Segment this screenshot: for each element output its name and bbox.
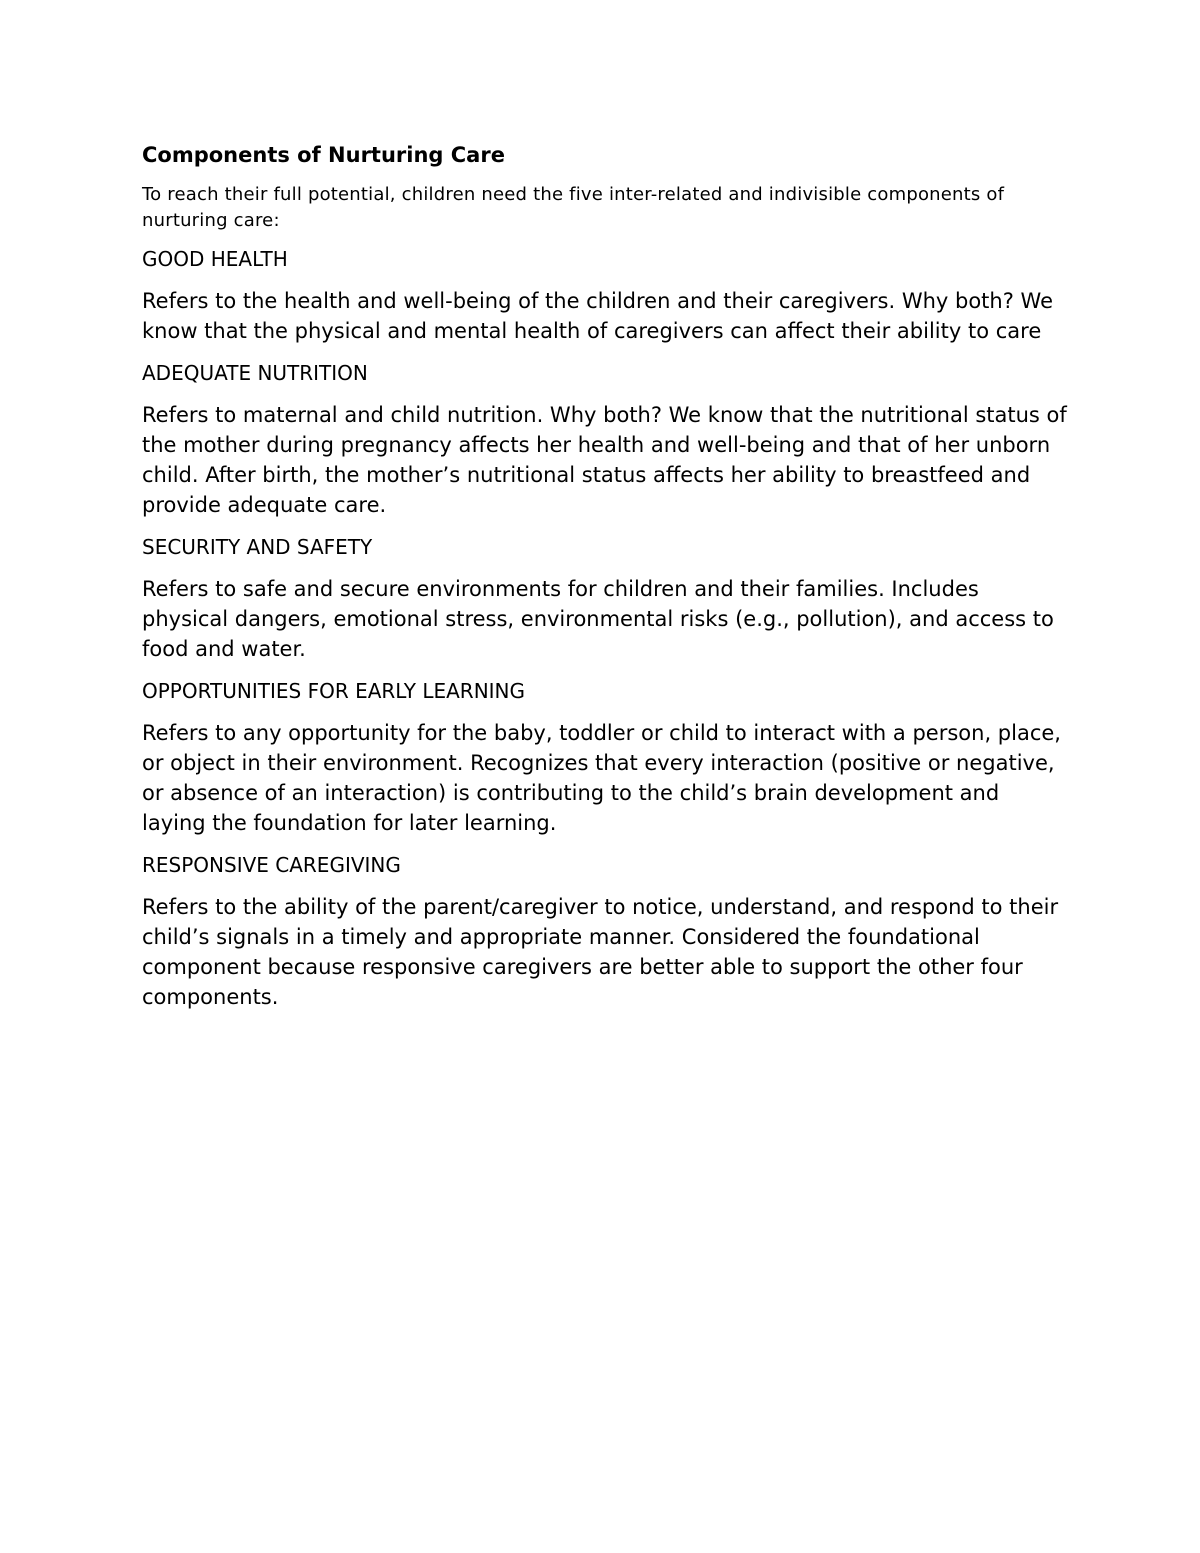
section-heading-early-learning: OPPORTUNITIES FOR EARLY LEARNING	[142, 679, 526, 703]
section-body-good-health: Refers to the health and well-being of the children and their caregivers. Why both? We know that the physical and mental health of caregivers can affect their ability to care	[142, 289, 1053, 343]
section-heading-responsive-caregiving: RESPONSIVE CAREGIVING	[142, 853, 401, 877]
intro-paragraph: To reach their full potential, children need the five inter-related and indivisible components of nurturing care:	[142, 184, 1005, 231]
section-body-adequate-nutrition: Refers to maternal and child nutrition. Why both? We know that the nutritional status of the mother during pregnancy affects her health and well-being and that of her unborn child. After birth, the mother’s nutritional status affects her ability to breastfeed and provide adequate care.	[142, 403, 1067, 517]
document-title: Components of Nurturing Care	[142, 143, 505, 167]
section-body-security-and-safety: Refers to safe and secure environments for children and their families. Includes physical dangers, emotional stress, environmental risks (e.g., pollution), and access to food and water.	[142, 577, 1054, 661]
section-heading-security-and-safety: SECURITY AND SAFETY	[142, 535, 373, 559]
document-content	[142, 140, 1067, 1024]
section-heading-adequate-nutrition: ADEQUATE NUTRITION	[142, 361, 368, 385]
section-heading-good-health: GOOD HEALTH	[142, 247, 288, 271]
section-body-early-learning: Refers to any opportunity for the baby, toddler or child to interact with a person, place, or object in their environment. Recognizes that every interaction (positive or negative, or absence of an interaction) is contributing to the child’s brain development and laying the foundation for later learning.	[142, 721, 1061, 835]
section-body-responsive-caregiving: Refers to the ability of the parent/caregiver to notice, understand, and respond to their child’s signals in a timely and appropriate manner. Considered the foundational component because responsive caregivers are better able to support the other four components.	[142, 895, 1059, 1009]
